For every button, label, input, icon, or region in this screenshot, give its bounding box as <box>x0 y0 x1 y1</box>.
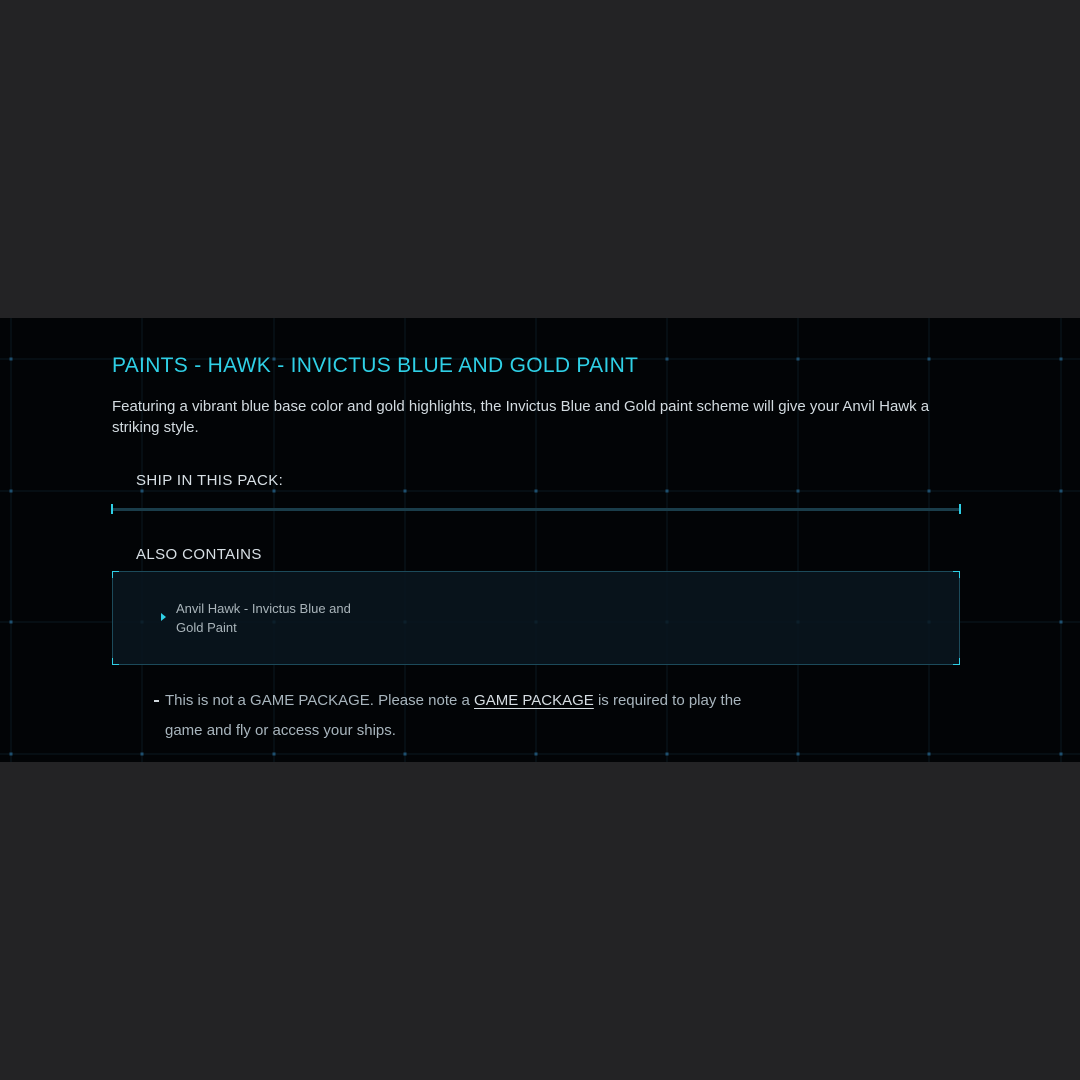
grid-dot <box>1060 490 1063 493</box>
grid-dot <box>797 753 800 756</box>
grid-dot <box>535 490 538 493</box>
game-package-link[interactable]: GAME PACKAGE <box>474 692 594 709</box>
divider-left-cap <box>111 504 113 514</box>
grid-dot <box>1060 358 1063 361</box>
grid-dot <box>928 753 931 756</box>
grid-dot <box>1060 621 1063 624</box>
grid-dot <box>928 358 931 361</box>
corner-accent <box>112 571 119 578</box>
corner-accent <box>953 658 960 665</box>
ship-in-pack-label: SHIP IN THIS PACK: <box>136 472 284 489</box>
grid-dot <box>141 753 144 756</box>
product-description: Featuring a vibrant blue base color and gold highlights, the Invictus Blue and Gold paint scheme will give your Anvil Hawk a striking style. <box>112 398 930 436</box>
grid-dot <box>666 490 669 493</box>
game-package-note <box>165 686 745 746</box>
divider-right-cap <box>959 504 961 514</box>
grid-dot <box>797 358 800 361</box>
ship-divider <box>111 508 961 511</box>
also-contains-box <box>112 571 960 665</box>
product-title: PAINTS - HAWK - INVICTUS BLUE AND GOLD PAINT <box>112 354 639 377</box>
grid-dot <box>666 753 669 756</box>
grid-dot <box>273 490 276 493</box>
grid-dot <box>928 490 931 493</box>
note-text-before: This is not a GAME PACKAGE. Please note a <box>165 692 475 709</box>
corner-accent <box>953 571 960 578</box>
grid-dot <box>10 753 13 756</box>
also-contains-label: ALSO CONTAINS <box>136 546 262 563</box>
grid-dot <box>1060 753 1063 756</box>
grid-dot <box>10 621 13 624</box>
grid-dot <box>10 490 13 493</box>
grid-dot <box>141 490 144 493</box>
grid-dot <box>404 753 407 756</box>
corner-accent <box>112 658 119 665</box>
grid-dot <box>535 753 538 756</box>
grid-dot <box>10 358 13 361</box>
note-text-after: is required to play the game and fly or access your ships. <box>165 692 742 739</box>
product-panel <box>0 318 1080 762</box>
grid-dot <box>797 490 800 493</box>
bullet-arrow-icon <box>161 613 166 621</box>
contains-item-text: Anvil Hawk - Invictus Blue and Gold Paint <box>176 601 351 635</box>
grid-dot <box>404 490 407 493</box>
grid-dot <box>273 753 276 756</box>
note-bullet-dash <box>154 700 159 702</box>
grid-dot <box>666 358 669 361</box>
